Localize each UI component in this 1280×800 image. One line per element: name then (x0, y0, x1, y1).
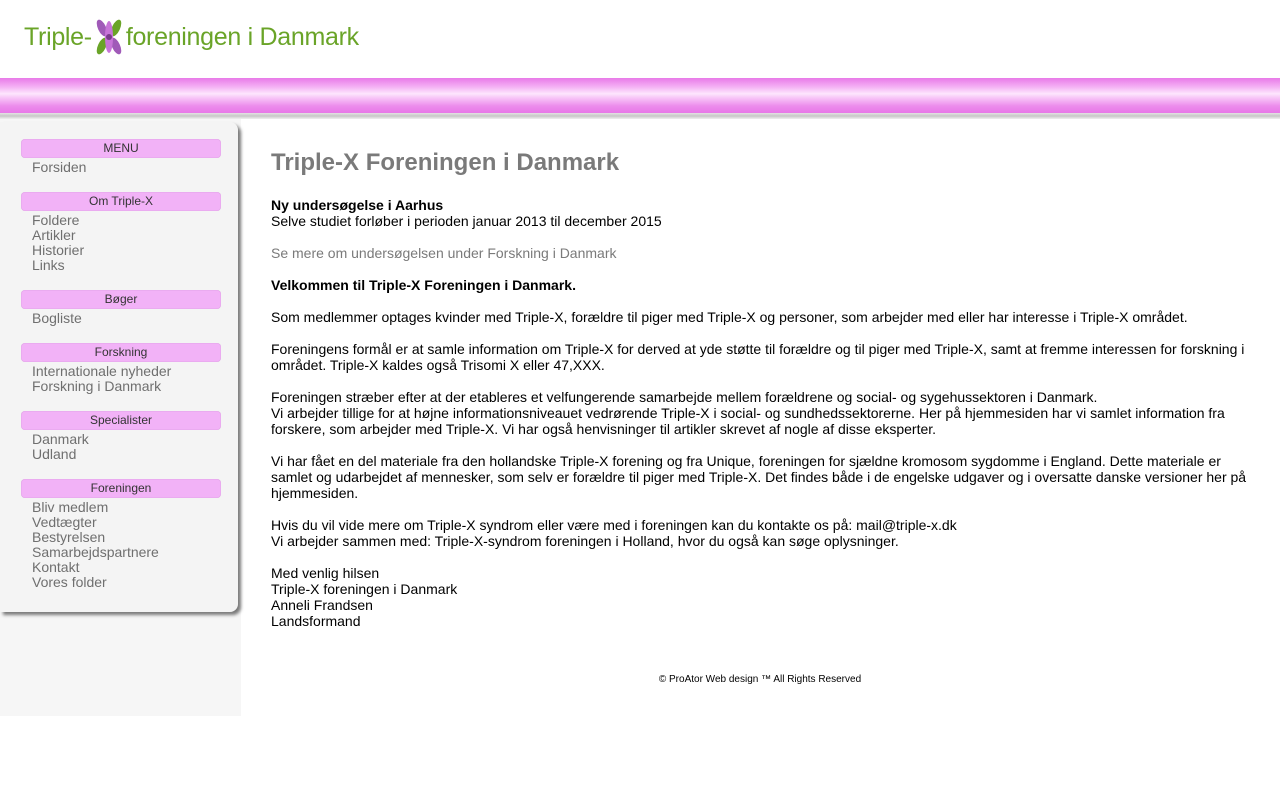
header-banner (0, 78, 1280, 113)
footer-copyright: © ProAtor Web design ™ All Rights Reserved (658, 674, 862, 685)
logo-text-right: foreningen i Danmark (125, 23, 359, 51)
menu-header-menu: MENU (21, 139, 221, 158)
menu-link-forsiden[interactable]: Forsiden (32, 159, 87, 175)
news-heading: Ny undersøgelse i Aarhus (271, 197, 444, 213)
page-title: Triple-X Foreningen i Danmark (271, 149, 620, 176)
chromosome-icon (94, 19, 124, 55)
menu-link-bliv-medlem[interactable]: Bliv medlem (32, 499, 109, 515)
signature-organization: Triple-X foreningen i Danmark (271, 581, 458, 597)
menu-link-forskning-i-danmark[interactable]: Forskning i Danmark (32, 378, 162, 394)
menu-link-danmark[interactable]: Danmark (32, 431, 89, 447)
menu-link-vores-folder[interactable]: Vores folder (32, 574, 107, 590)
signature-title: Landsformand (271, 613, 361, 629)
menu-link-internationale-nyheder[interactable]: Internationale nyheder (32, 363, 172, 379)
menu-link-bestyrelsen[interactable]: Bestyrelsen (32, 529, 106, 545)
site-header (0, 0, 1280, 78)
signature-greeting: Med venlig hilsen (271, 565, 380, 581)
paragraph-contact: Hvis du vil vide mere om Triple-X syndrom eller være med i foreningen kan du kontakte os på: mail@triple-x.dk (271, 517, 957, 533)
paragraph-material: Vi har fået en del materiale fra den hollandske Triple-X forening og fra Unique, foreningen for sjældne kromosom sygdomme i England. Dette materiale er samlet og udarbejdet af mennesker, som selv er forældre til piger med Triple-X. Det findes både i de engelske udgaver og i oversatte danske versioner her på hjemmesiden. (271, 453, 1247, 501)
site-logo[interactable] (24, 18, 359, 56)
menu-link-kontakt[interactable]: Kontakt (32, 559, 80, 575)
paragraph-cooperation: Foreningen stræber efter at der etableres et velfungerende samarbejde mellem forældrene og social- og sygehussektoren i Danmark. (271, 389, 1098, 405)
menu-header-forskning: Forskning (21, 343, 221, 362)
signature-name: Anneli Frandsen (271, 597, 373, 613)
welcome-heading: Velkommen til Triple-X Foreningen i Danmark. (271, 277, 576, 293)
paragraph-partners: Vi arbejder sammen med: Triple-X-syndrom foreningen i Holland, hvor du også kan søge oplysninger. (271, 533, 899, 549)
menu-link-foldere[interactable]: Foldere (32, 212, 80, 228)
logo-text-left: Triple- (24, 23, 92, 51)
menu-header-om-triple-x: Om Triple-X (21, 192, 221, 211)
menu-link-bogliste[interactable]: Bogliste (32, 310, 82, 326)
sidebar-menu (0, 122, 238, 612)
menu-link-udland[interactable]: Udland (32, 446, 77, 462)
menu-header-specialister: Specialister (21, 411, 221, 430)
menu-header-boger: Bøger (21, 290, 221, 309)
menu-link-links[interactable]: Links (32, 257, 65, 273)
menu-link-samarbejdspartnere[interactable]: Samarbejdspartnere (32, 544, 159, 560)
menu-link-vedtaegter[interactable]: Vedtægter (32, 514, 97, 530)
menu-link-historier[interactable]: Historier (32, 242, 85, 258)
menu-link-artikler[interactable]: Artikler (32, 227, 76, 243)
paragraph-information: Vi arbejder tillige for at højne informationsniveauet vedrørende Triple-X i social- og sundhedssektorerne. Her på hjemmesiden har vi samlet information fra forskere, som arbejder med Triple-X. Vi har også henvisninger til artikler skrevet af nogle af disse eksperter. (271, 405, 1225, 437)
paragraph-members: Som medlemmer optages kvinder med Triple-X, forældre til piger med Triple-X og personer, som arbejder med eller har interesse i Triple-X området. (271, 309, 1188, 325)
paragraph-purpose: Foreningens formål er at samle information om Triple-X for derved at yde støtte til forældre og til piger med Triple-X, samt at fremme interessen for forskning i området. Triple-X kaldes også Trisomi X eller 47,XXX. (271, 341, 1245, 373)
menu-header-foreningen: Foreningen (21, 479, 221, 498)
news-text: Selve studiet forløber i perioden januar 2013 til december 2015 (271, 213, 662, 229)
news-link[interactable]: Se mere om undersøgelsen under Forskning i Danmark (271, 245, 617, 261)
